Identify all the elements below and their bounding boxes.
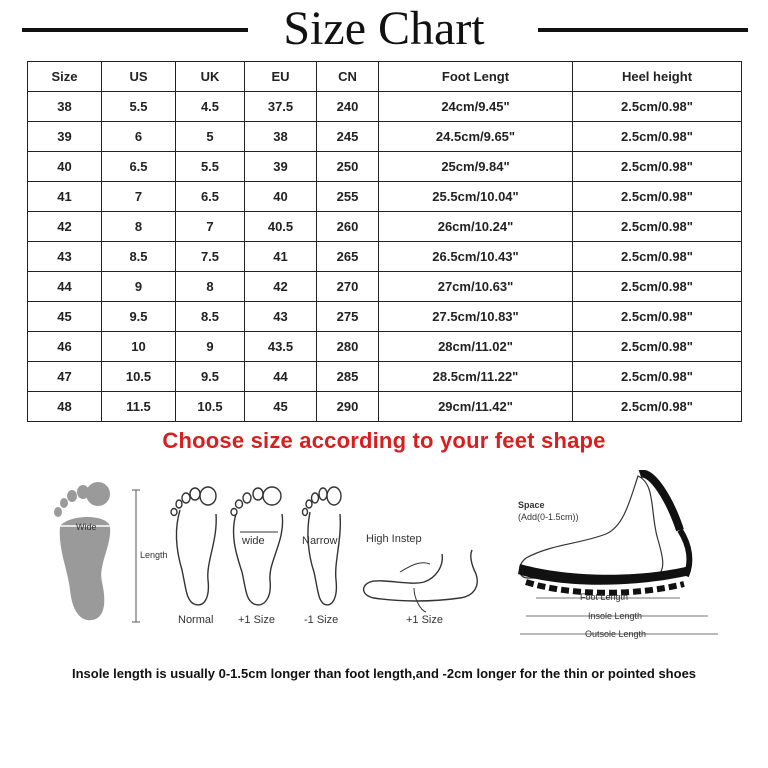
table-cell: 6 xyxy=(102,122,176,152)
table-cell: 26.5cm/10.43" xyxy=(379,242,573,272)
table-header-row xyxy=(28,62,742,92)
insole-note: Insole length is usually 0-1.5cm longer than foot length,and -2cm longer for the thin or pointed shoes xyxy=(71,666,697,681)
table-cell: 40.5 xyxy=(245,212,317,242)
table-cell: 2.5cm/0.98" xyxy=(573,362,742,392)
title-row xyxy=(0,0,768,58)
header-size: Size xyxy=(28,62,102,92)
table-cell: 5.5 xyxy=(102,92,176,122)
table-cell: 7 xyxy=(102,182,176,212)
illustrations xyxy=(40,470,740,650)
table-cell: 250 xyxy=(317,152,379,182)
normal-foot-icon xyxy=(171,487,216,605)
table-cell: 10 xyxy=(102,332,176,362)
table-cell: 7 xyxy=(176,212,245,242)
foot-length-label: Foot Length xyxy=(580,592,629,602)
table-cell: 11.5 xyxy=(102,392,176,422)
outsole-length-label: Outsole Length xyxy=(585,629,647,639)
table-cell: 9 xyxy=(102,272,176,302)
table-cell: 43 xyxy=(28,242,102,272)
table-cell: 7.5 xyxy=(176,242,245,272)
table-cell: 47 xyxy=(28,362,102,392)
table-cell: 39 xyxy=(28,122,102,152)
table-cell: 39 xyxy=(245,152,317,182)
table-cell: 9.5 xyxy=(102,302,176,332)
shoe-diagram-icon xyxy=(518,474,690,593)
table-row xyxy=(28,302,742,332)
wide-shape-label: wide xyxy=(242,535,265,547)
table-cell: 5 xyxy=(176,122,245,152)
table-cell: 6.5 xyxy=(102,152,176,182)
table-cell: 2.5cm/0.98" xyxy=(573,392,742,422)
table-cell: 285 xyxy=(317,362,379,392)
table-cell: 2.5cm/0.98" xyxy=(573,242,742,272)
table-row xyxy=(28,152,742,182)
table-cell: 255 xyxy=(317,182,379,212)
high-instep-label: High Instep xyxy=(366,533,422,545)
narrow-shape-label: Narrow xyxy=(302,535,338,547)
insole-length-label: Insole Length xyxy=(588,611,643,621)
table-cell: 43.5 xyxy=(245,332,317,362)
table-cell: 40 xyxy=(245,182,317,212)
length-label: Length xyxy=(140,550,168,560)
space-label: Space xyxy=(518,500,545,510)
size-table xyxy=(27,61,742,422)
header-us: US xyxy=(102,62,176,92)
table-cell: 2.5cm/0.98" xyxy=(573,122,742,152)
table-row xyxy=(28,212,742,242)
wide-label: Wide xyxy=(76,522,97,532)
table-row xyxy=(28,122,742,152)
table-cell: 2.5cm/0.98" xyxy=(573,182,742,212)
table-cell: 37.5 xyxy=(245,92,317,122)
table-cell: 8.5 xyxy=(102,242,176,272)
table-cell: 25cm/9.84" xyxy=(379,152,573,182)
table-cell: 5.5 xyxy=(176,152,245,182)
table-cell: 270 xyxy=(317,272,379,302)
table-cell: 2.5cm/0.98" xyxy=(573,92,742,122)
header-heel-height: Heel height xyxy=(573,62,742,92)
table-cell: 44 xyxy=(245,362,317,392)
table-cell: 48 xyxy=(28,392,102,422)
table-cell: 38 xyxy=(245,122,317,152)
high-instep-foot-icon xyxy=(364,550,478,612)
table-cell: 38 xyxy=(28,92,102,122)
title-rule-right xyxy=(538,28,748,32)
table-cell: 43 xyxy=(245,302,317,332)
table-cell: 2.5cm/0.98" xyxy=(573,332,742,362)
table-cell: 27.5cm/10.83" xyxy=(379,302,573,332)
table-cell: 42 xyxy=(245,272,317,302)
table-cell: 28.5cm/11.22" xyxy=(379,362,573,392)
table-cell: 41 xyxy=(28,182,102,212)
table-cell: 4.5 xyxy=(176,92,245,122)
table-row xyxy=(28,242,742,272)
table-cell: 2.5cm/0.98" xyxy=(573,152,742,182)
table-cell: 245 xyxy=(317,122,379,152)
instep-size-label: +1 Size xyxy=(406,614,443,626)
table-cell: 2.5cm/0.98" xyxy=(573,302,742,332)
table-cell: 265 xyxy=(317,242,379,272)
table-cell: 8 xyxy=(102,212,176,242)
table-cell: 25.5cm/10.04" xyxy=(379,182,573,212)
table-cell: 280 xyxy=(317,332,379,362)
table-cell: 26cm/10.24" xyxy=(379,212,573,242)
table-row xyxy=(28,182,742,212)
narrow-size-label: -1 Size xyxy=(304,614,339,626)
table-cell: 27cm/10.63" xyxy=(379,272,573,302)
table-cell: 29cm/11.42" xyxy=(379,392,573,422)
space-add-label: (Add(0-1.5cm)) xyxy=(518,512,579,522)
headline: Choose size according to your feet shape xyxy=(162,428,606,453)
table-cell: 2.5cm/0.98" xyxy=(573,272,742,302)
page-title: Size Chart xyxy=(283,2,485,55)
table-cell: 40 xyxy=(28,152,102,182)
table-cell: 9.5 xyxy=(176,362,245,392)
table-cell: 24.5cm/9.65" xyxy=(379,122,573,152)
table-cell: 2.5cm/0.98" xyxy=(573,212,742,242)
table-cell: 46 xyxy=(28,332,102,362)
header-cn: CN xyxy=(317,62,379,92)
table-cell: 10.5 xyxy=(102,362,176,392)
table-cell: 8.5 xyxy=(176,302,245,332)
table-cell: 45 xyxy=(245,392,317,422)
header-foot-length: Foot Lengt xyxy=(379,62,573,92)
table-cell: 275 xyxy=(317,302,379,332)
header-uk: UK xyxy=(176,62,245,92)
table-cell: 260 xyxy=(317,212,379,242)
table-cell: 24cm/9.45" xyxy=(379,92,573,122)
table-row xyxy=(28,362,742,392)
table-cell: 44 xyxy=(28,272,102,302)
table-cell: 28cm/11.02" xyxy=(379,332,573,362)
table-cell: 8 xyxy=(176,272,245,302)
table-cell: 10.5 xyxy=(176,392,245,422)
table-row xyxy=(28,92,742,122)
table-cell: 41 xyxy=(245,242,317,272)
wide-size-label: +1 Size xyxy=(238,614,275,626)
table-cell: 9 xyxy=(176,332,245,362)
table-cell: 42 xyxy=(28,212,102,242)
normal-label: Normal xyxy=(178,614,214,626)
table-row xyxy=(28,392,742,422)
table-row xyxy=(28,332,742,362)
header-eu: EU xyxy=(245,62,317,92)
footprint-icon xyxy=(54,482,114,620)
table-cell: 240 xyxy=(317,92,379,122)
table-row xyxy=(28,272,742,302)
table-cell: 290 xyxy=(317,392,379,422)
table-cell: 45 xyxy=(28,302,102,332)
table-cell: 6.5 xyxy=(176,182,245,212)
